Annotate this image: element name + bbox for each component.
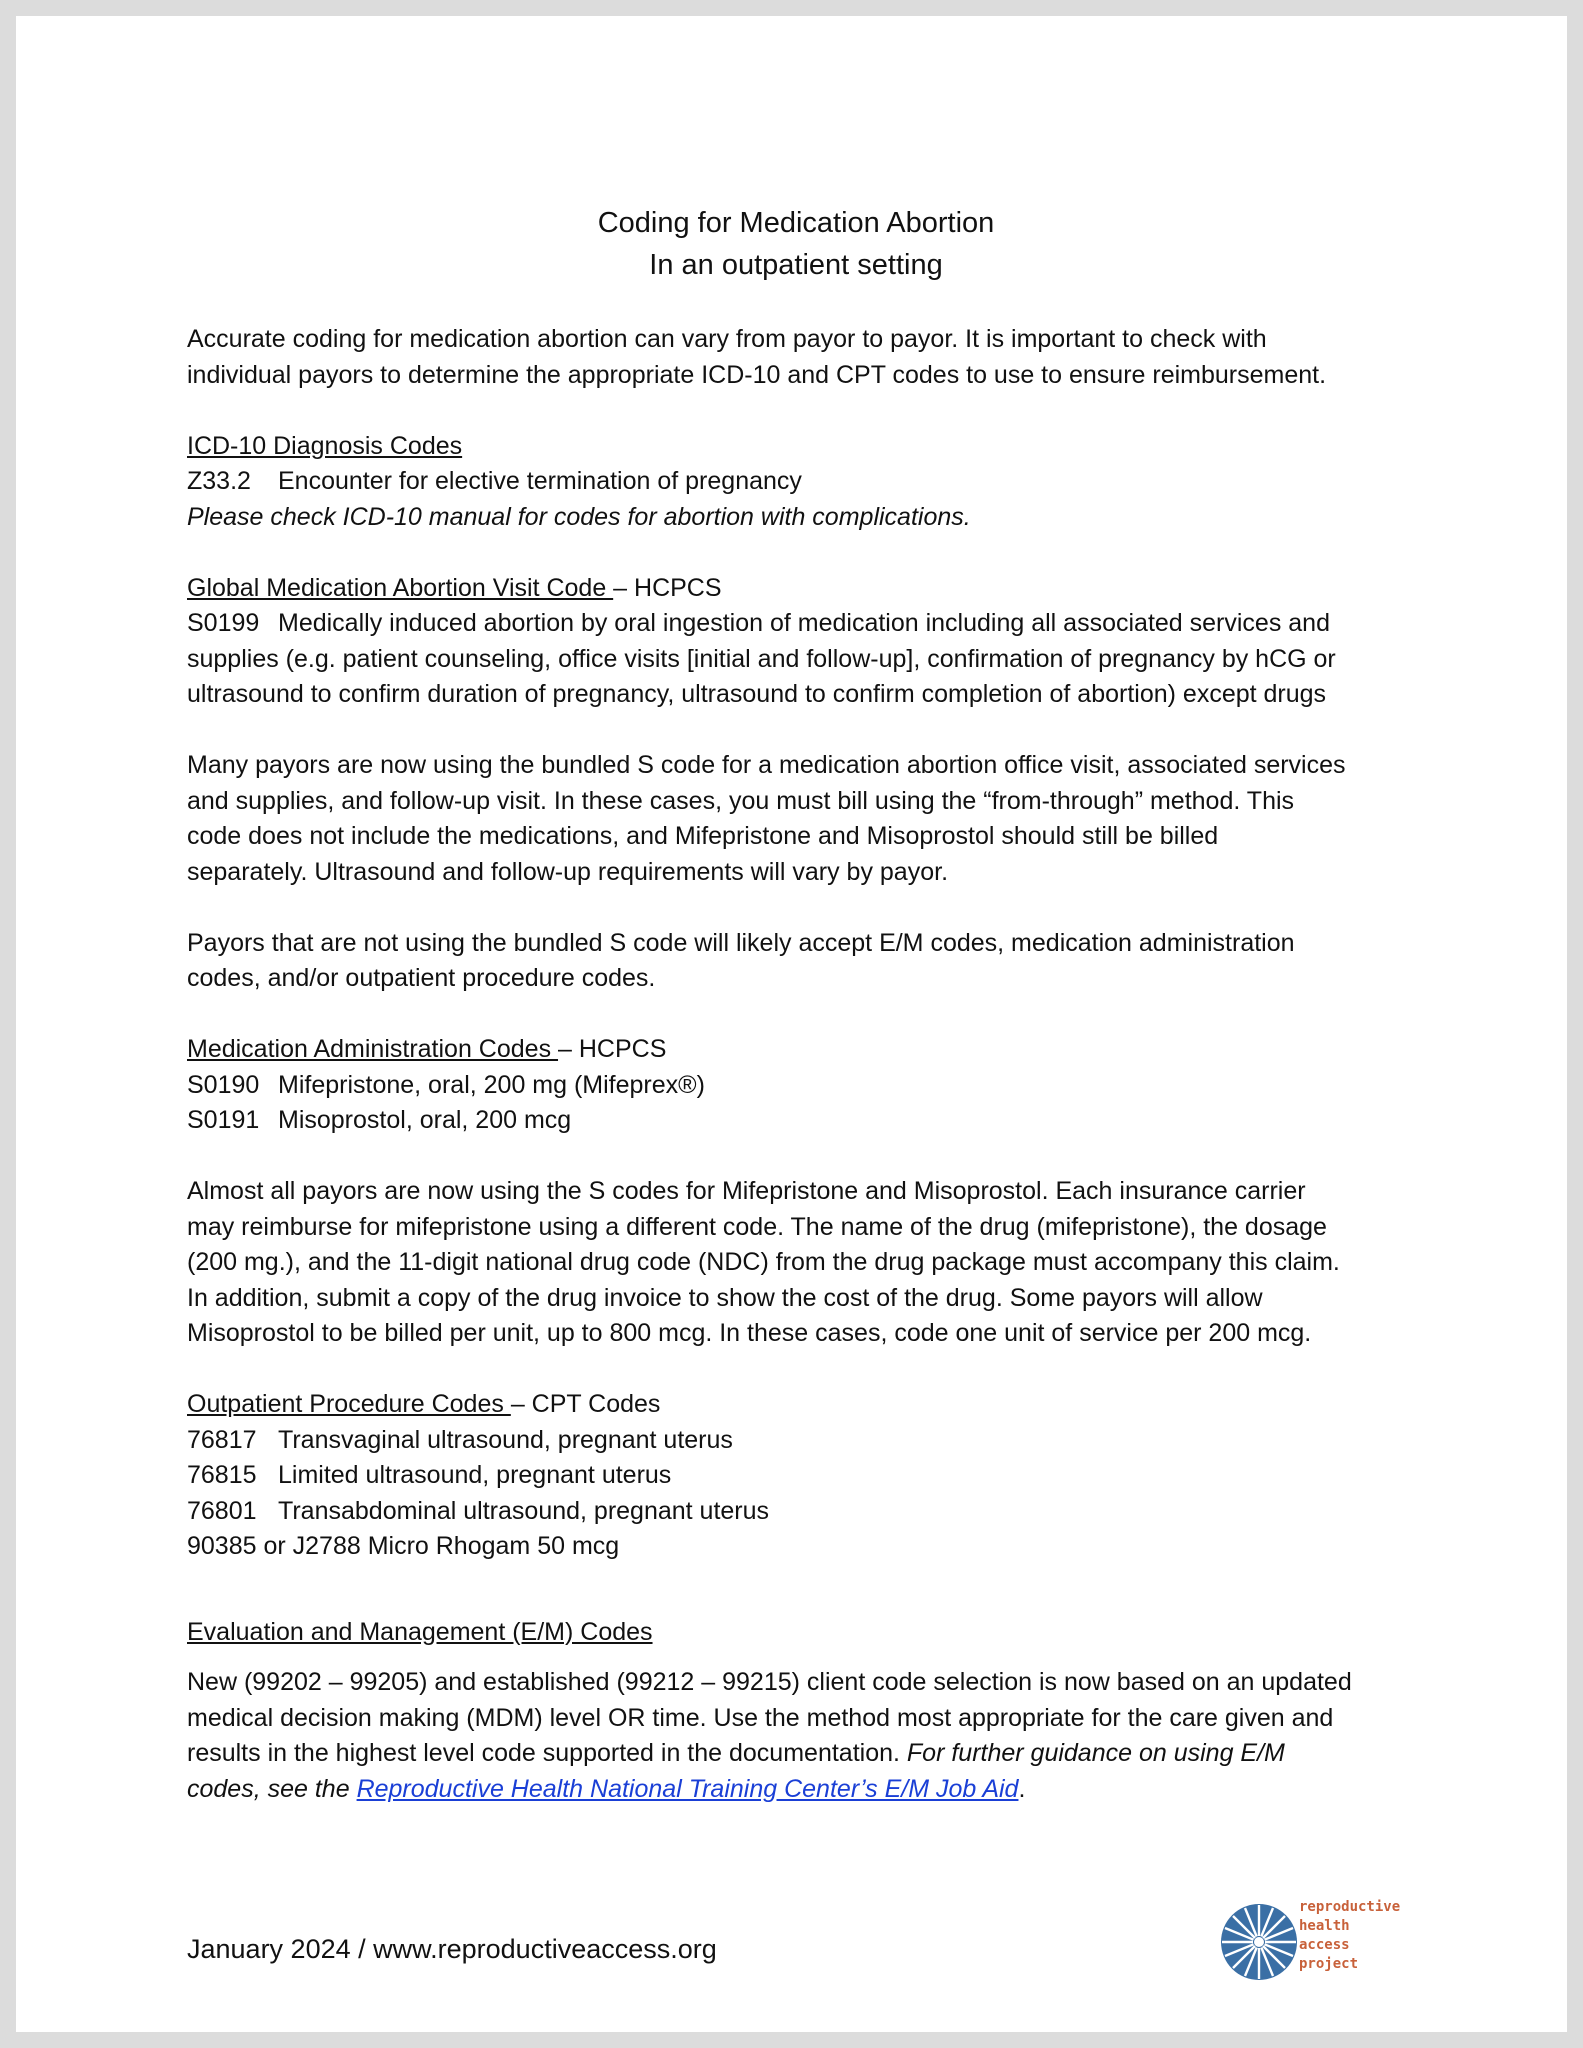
document-page [16, 16, 1567, 2032]
med-admin-heading-row [187, 1032, 1427, 1068]
bundled-line-4: separately. Ultrasound and follow-up requirements will vary by payor. [187, 857, 949, 886]
global-line-1 [187, 606, 1427, 642]
s-codes-line-3: (200 mg.), and the 11-digit national drug code (NDC) from the drug package must accompany this claim. [187, 1248, 1340, 1276]
med-code: S0191 [187, 1106, 260, 1134]
icd-code: Z33.2 [187, 467, 251, 495]
page-title: Coding for Medication Abortion [597, 207, 995, 239]
bundled-line-3: code does not include the medications, and Mifepristone and Misoprostol should still be billed [187, 822, 1219, 850]
global-heading-suffix: – HCPCS [613, 573, 722, 602]
intro-line-1: Accurate coding for medication abortion can vary from payor to payor. It is important to check with [187, 325, 1267, 353]
rhogam-row: 90385 or J2788 Micro Rhogam 50 mcg [187, 1532, 620, 1560]
cpt-desc: Transabdominal ultrasound, pregnant uterus [278, 1496, 770, 1525]
icd-desc: Encounter for elective termination of pregnancy [278, 467, 802, 495]
icd-heading: ICD-10 Diagnosis Codes [187, 431, 463, 460]
not-bundled-line-1: Payors that are not using the bundled S code will likely accept E/M codes, medication administration [187, 928, 1295, 957]
med-admin-heading: Medication Administration Codes [187, 1035, 559, 1063]
bundled-line-1: Many payors are now using the bundled S code for a medication abortion office visit, associated services [187, 751, 1346, 779]
intro-line-2: individual payors to determine the appropriate ICD-10 and CPT codes to use to ensure reimbursement. [187, 360, 1327, 389]
not-bundled-line-2: codes, and/or outpatient procedure codes. [187, 964, 656, 992]
em-line-4-italic: codes, see the [187, 1774, 357, 1803]
s-codes-line-4: In addition, submit a copy of the drug invoice to show the cost of the drug. Some payors will allow [187, 1283, 1263, 1312]
em-line-1: New (99202 – 99205) and established (99212 – 99215) client code selection is now based on an updated [187, 1668, 1352, 1696]
global-code: S0199 [187, 609, 260, 637]
em-heading: Evaluation and Management (E/M) Codes [187, 1617, 653, 1646]
document-body [187, 202, 1427, 1807]
footer-text: January 2024 / www.reproductiveaccess.org [187, 1934, 717, 1964]
global-heading: Global Medication Abortion Visit Code [187, 573, 614, 602]
med-code: S0190 [187, 1070, 260, 1099]
logo-line: access [1299, 1937, 1350, 1953]
cpt-desc: Transvaginal ultrasound, pregnant uterus [278, 1425, 733, 1454]
outpatient-row [187, 1494, 1427, 1530]
em-job-aid-link[interactable]: Reproductive Health National Training Center’s E/M Job Aid [356, 1774, 1019, 1803]
global-desc-1: Medically induced abortion by oral ingestion of medication including all associated services and [278, 609, 1330, 637]
med-admin-row [187, 1068, 1427, 1104]
icd-note: Please check ICD-10 manual for codes for abortion with complications. [187, 502, 971, 531]
em-line-3-text: results in the highest level code supported in the documentation. [187, 1739, 900, 1767]
cpt-code: 76815 [187, 1461, 257, 1489]
cpt-desc: Limited ultrasound, pregnant uterus [278, 1461, 672, 1489]
logo-line: reproductive [1299, 1899, 1401, 1915]
med-desc: Mifepristone, oral, 200 mg (Mifeprex®) [278, 1070, 705, 1099]
outpatient-heading-row [187, 1387, 1427, 1423]
cpt-code: 76801 [187, 1496, 257, 1525]
logo-wordmark [1299, 1898, 1400, 1974]
outpatient-row [187, 1458, 1427, 1494]
med-desc: Misoprostol, oral, 200 mcg [278, 1106, 572, 1134]
global-line-2: supplies (e.g. patient counseling, office visits [initial and follow-up], confirmation of pregnancy by hCG or [187, 644, 1336, 673]
cpt-code: 76817 [187, 1425, 257, 1454]
med-admin-row [187, 1103, 1427, 1139]
icd-row [187, 464, 1427, 500]
s-codes-line-1: Almost all payors are now using the S codes for Mifepristone and Misoprostol. Each insurance carrier [187, 1177, 1306, 1205]
outpatient-heading: Outpatient Procedure Codes [187, 1390, 511, 1418]
global-heading-row [187, 571, 1427, 607]
bundled-line-2: and supplies, and follow-up visit. In these cases, you must bill using the “from-through” method. This [187, 786, 1295, 815]
em-line-4-end: . [1018, 1774, 1026, 1803]
em-line-3 [187, 1736, 1427, 1772]
em-line-3-italic: For further guidance on using E/M [899, 1739, 1285, 1767]
em-line-2: medical decision making (MDM) level OR time. Use the method most appropriate for the care given and [187, 1703, 1334, 1732]
s-codes-line-2: may reimburse for mifepristone using a different code. The name of the drug (mifepristone), the dosage [187, 1212, 1327, 1241]
s-codes-line-5: Misoprostol to be billed per unit, up to 800 mcg. In these cases, code one unit of service per 200 mcg. [187, 1319, 1312, 1347]
med-admin-heading-suffix: – HCPCS [558, 1035, 667, 1063]
logo-line: health [1299, 1918, 1350, 1934]
outpatient-row [187, 1423, 1427, 1459]
page-subtitle: In an outpatient setting [649, 249, 943, 281]
global-line-3: ultrasound to confirm duration of pregnancy, ultrasound to confirm completion of abortion) except drugs [187, 680, 1327, 708]
logo-line: project [1299, 1956, 1359, 1972]
em-line-4 [187, 1772, 1427, 1808]
outpatient-heading-suffix: – CPT Codes [510, 1390, 661, 1418]
